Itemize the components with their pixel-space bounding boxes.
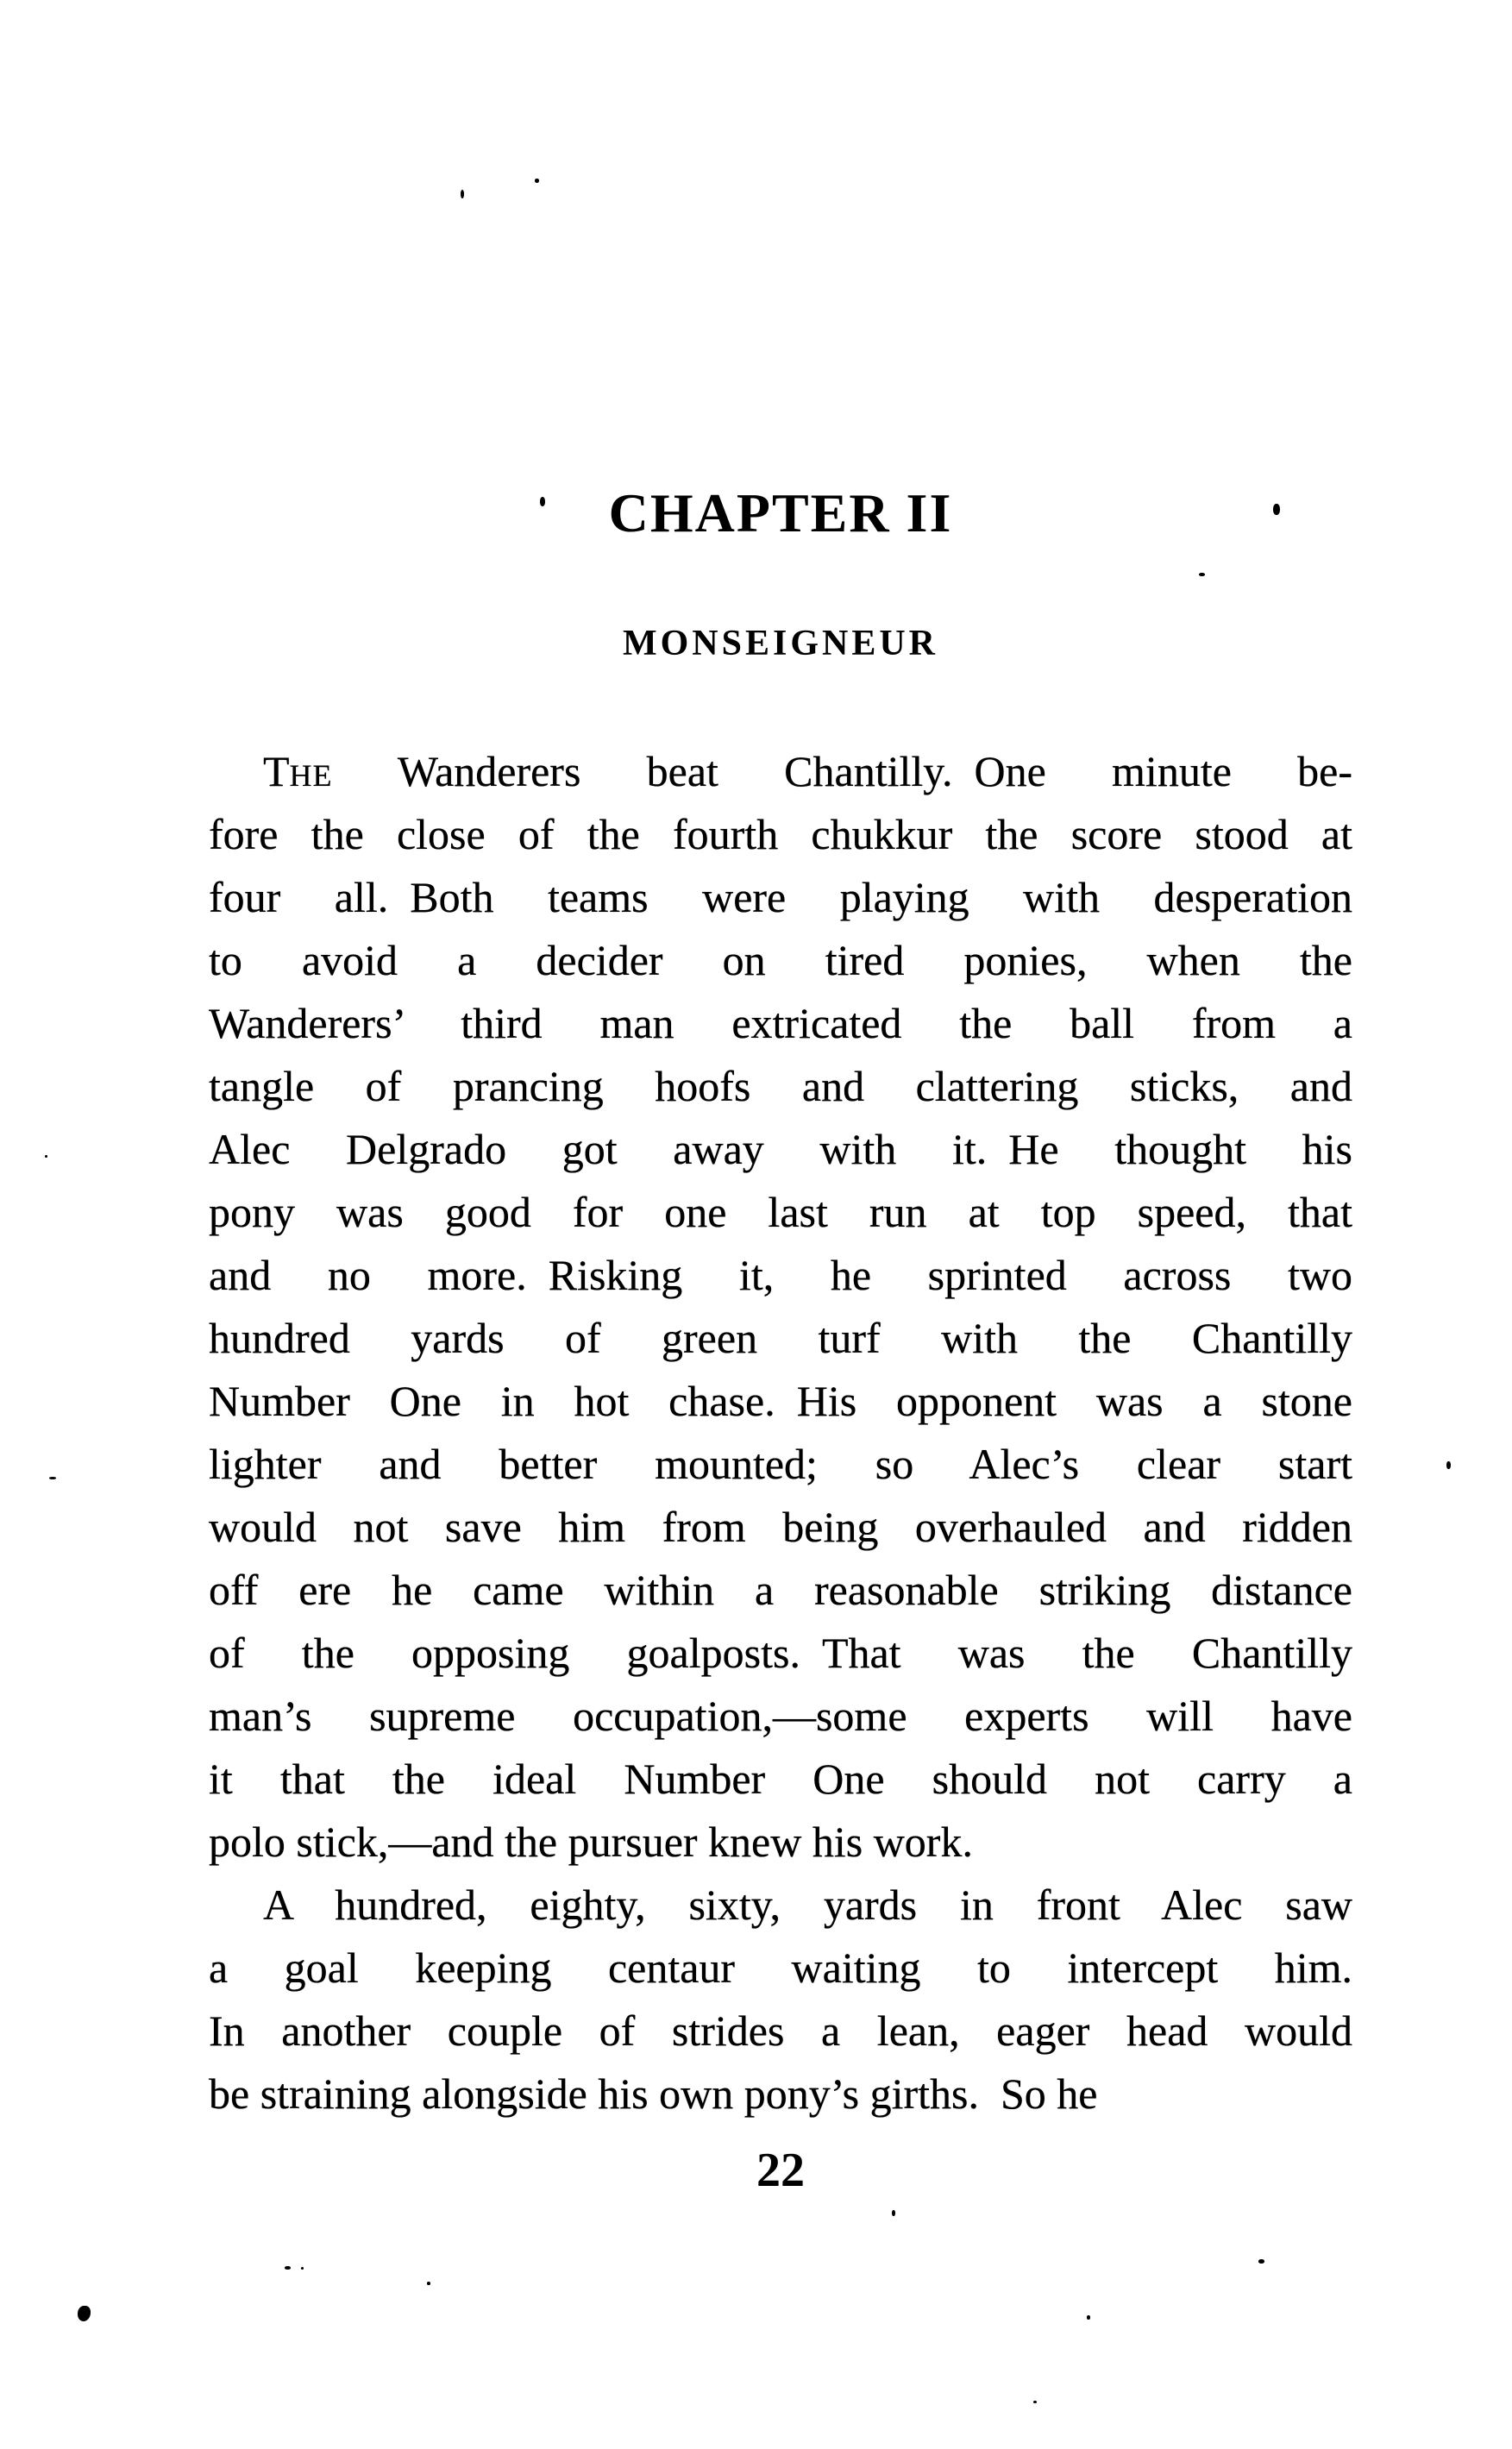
ink-speck [1033,2401,1037,2403]
text-line: be straining alongside his own pony’s girths. So he [209,2069,1098,2118]
ink-speck [49,1477,56,1479]
ink-speck [535,179,539,183]
ink-speck [892,2210,895,2216]
text-line: polo stick,—and the pursuer knew his work. [209,1818,973,1866]
text-line: Number One in hot chase. His opponent was a stone [209,1377,1352,1425]
ink-speck [461,190,464,198]
text-line: of the opposing goalposts. That was the Chantilly [209,1629,1352,1677]
ink-speck [1199,573,1205,576]
ink-speck [427,2282,430,2285]
ink-blot [78,2306,91,2321]
text-line: In another couple of strides a lean, eager head would [209,2006,1352,2055]
text-line: off ere he came within a reasonable striking distance [209,1566,1352,1614]
text-line: tangle of prancing hoofs and clattering sticks, and [209,1062,1352,1110]
text-line: A hundred, eighty, sixty, yards in front Alec saw [263,1881,1352,1929]
text-line: fore the close of the fourth chukkur the score stood at [209,810,1352,858]
ink-speck [1446,1461,1451,1469]
text-line: man’s supreme occupation,—some experts will have [209,1692,1352,1740]
chapter-title: CHAPTER II [608,482,953,543]
text-line: hundred yards of green turf with the Chantilly [209,1314,1352,1362]
text-line: Wanderers’ third man extricated the ball from a [209,999,1352,1047]
ink-speck [301,2267,304,2270]
text-line: a goal keeping centaur waiting to intercept him. [209,1944,1352,1992]
text-line: lighter and better mounted; so Alec’s clear start [209,1440,1352,1488]
ink-speck [540,497,545,506]
ink-speck [1258,2259,1264,2264]
text-line: pony was good for one last run at top speed, that [209,1188,1352,1236]
smallcaps-lead: HE [289,758,333,793]
text-line: THE Wanderers beat Chantilly. One minute be- [263,747,1352,795]
text-line: to avoid a decider on tired ponies, when the [209,936,1352,984]
section-title: MONSEIGNEUR [622,624,939,663]
text-line: Alec Delgrado got away with it. He thought his [209,1125,1352,1173]
ink-speck [1273,504,1280,515]
body-text [209,740,1352,2126]
text-line: four all. Both teams were playing with desperation [209,873,1352,921]
ink-speck [45,1155,47,1158]
text-line: it that the ideal Number One should not carry a [209,1755,1352,1803]
ink-speck [285,2266,291,2270]
page-number: 22 [756,2144,805,2197]
ink-speck [1087,2315,1090,2320]
text-line: and no more. Risking it, he sprinted across two [209,1251,1352,1299]
text-line: would not save him from being overhauled and ridden [209,1503,1352,1551]
